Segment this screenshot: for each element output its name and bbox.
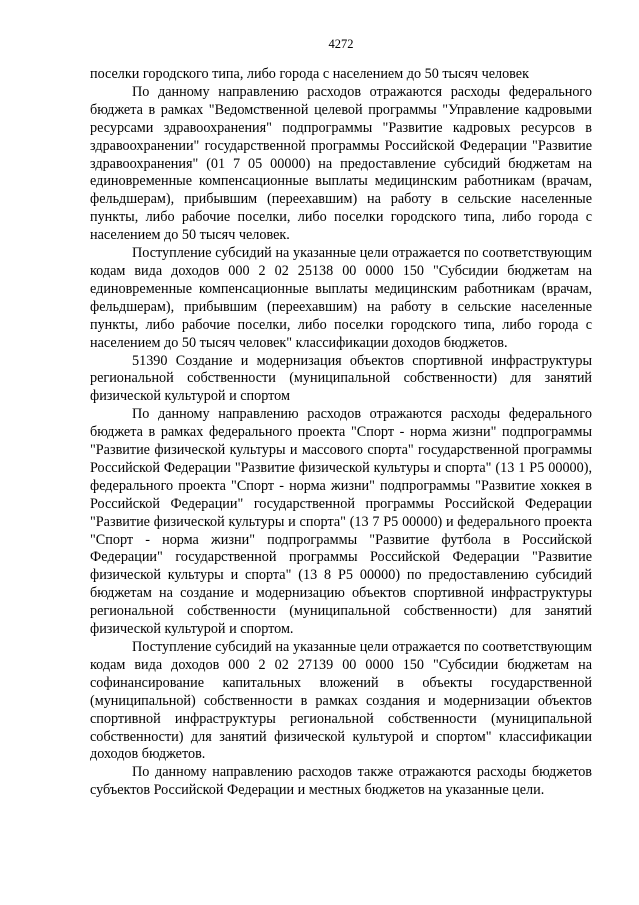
document-page (90, 36, 592, 800)
paragraph-regional-local-budgets: По данному направлению расходов также отражаются расходы бюджетов субъектов Российской Федерации и местных бюджетов на указанные цели. (90, 764, 592, 799)
paragraph-federal-budget-healthcare: По данному направлению расходов отражаются расходы федерального бюджета в рамках "Ведомственной целевой программы "Управление кадровыми ресурсами здравоохранения" подпрограммы "Развитие кадровых ресурсов в здравоохранении" государственной программы Российской Федерации "Развитие здравоохранения" (01 7 05 00000) на предоставление субсидий бюджетам на единовременные компенсационные выплаты медицинским работникам (врачам, фельдшерам), прибывшим (переехавшим) на работу в сельские населенные пункты, либо рабочие поселки, либо поселки городского типа, либо города с населением до 50 тысяч человек. (90, 83, 592, 244)
page-number: 4272 (328, 37, 354, 51)
paragraph-income-25138: Поступление субсидий на указанные цели отражается по соответствующим кодам вида доходов 000 2 02 25138 00 0000 150 "Субсидии бюджетам на единовременные компенсационные выплаты медицинским работникам (врачам, фельдшерам), прибывшим (переехавшим) на работу в сельские населенные пункты, либо рабочие поселки, либо поселки городского типа, либо города с населением до 50 тысяч человек" классификации доходов бюджетов. (90, 245, 592, 351)
paragraph-continuation: поселки городского типа, либо города с населением до 50 тысяч человек (90, 66, 529, 82)
paragraph-federal-budget-sport: По данному направлению расходов отражаются расходы федерального бюджета в рамках федерального проекта "Спорт - норма жизни" подпрограммы "Развитие физической культуры и массового спорта" государственной программы Российской Федерации "Развитие физической культуры и спорта" (13 1 P5 00000), федерального проекта "Спорт - норма жизни" подпрограммы "Развитие хоккея в Российской Федерации" государственной программы Российской Федерации "Развитие физической культуры и спорта" (13 7 P5 00000) и федерального проекта "Спорт - норма жизни" подпрограммы "Развитие футбола в Российской Федерации" государственной программы Российской Федерации "Развитие физической культуры и спорта" (13 8 P5 00000) по предоставлению субсидий бюджетам на создание и модернизацию объектов спортивной инфраструктуры региональной собственности (муниципальной собственности) для занятий физической культурой и спортом. (90, 406, 592, 638)
section-heading-51390: 51390 Создание и модернизация объектов спортивной инфраструктуры региональной собственности (муниципальной собственности) для занятий физической культурой и спортом (90, 352, 592, 405)
paragraph-income-27139: Поступление субсидий на указанные цели отражается по соответствующим кодам вида доходов 000 2 02 27139 00 0000 150 "Субсидии бюджетам на софинансирование капитальных вложений в объекты государственной (муниципальной) собственности в рамках создания и модернизации объектов спортивной инфраструктуры региональной собственности (муниципальной собственности) для занятий физической культурой и спортом" классификации доходов бюджетов. (90, 639, 592, 763)
